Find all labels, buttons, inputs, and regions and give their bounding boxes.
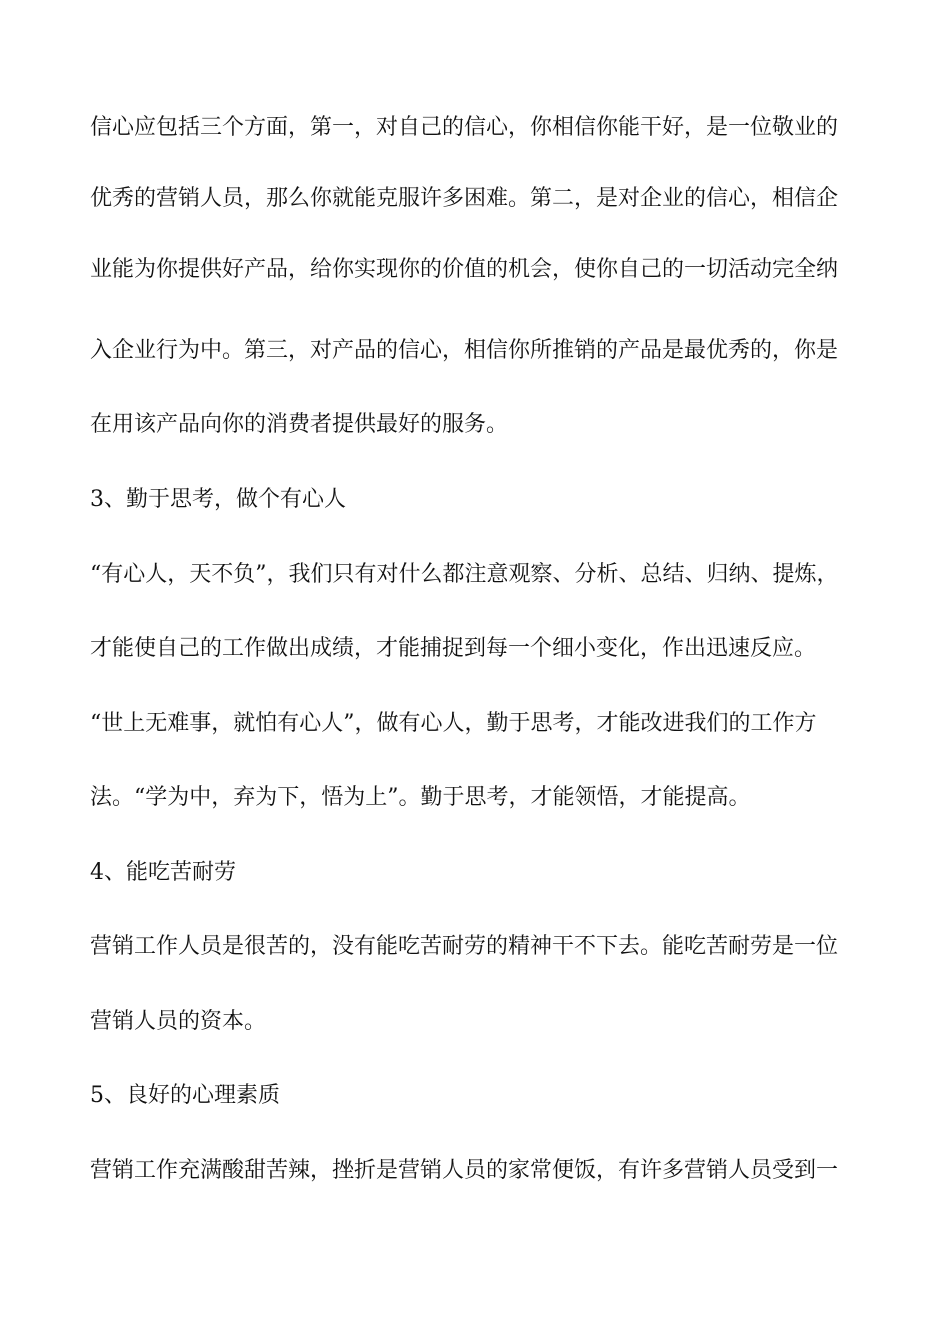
- paragraph-line: 在用该产品向你的消费者提供最好的服务。: [90, 412, 509, 437]
- paragraph-line: 法。“学为中，弃为下，悟为上”。勤于思考，才能领悟，才能提高。: [90, 785, 751, 810]
- section-heading: 5、良好的心理素质: [90, 1083, 280, 1108]
- paragraph-line: 业能为你提供好产品，给你实现你的价值的机会，使你自己的一切活动完全纳: [90, 257, 839, 282]
- paragraph-line: 营销工作人员是很苦的，没有能吃苦耐劳的精神干不下去。能吃苦耐劳是一位: [90, 934, 839, 959]
- paragraph-line: “世上无难事，就怕有心人”，做有心人，勤于思考，才能改进我们的工作方: [90, 711, 817, 736]
- paragraph-line: 入企业行为中。第三，对产品的信心，相信你所推销的产品是最优秀的，你是: [90, 338, 839, 363]
- section-heading: 4、能吃苦耐劳: [90, 860, 236, 885]
- paragraph-line: 营销工作充满酸甜苦辣，挫折是营销人员的家常便饭，有许多营销人员受到一: [90, 1158, 839, 1183]
- paragraph-line: 才能使自己的工作做出成绩，才能捕捉到每一个细小变化，作出迅速反应。: [90, 636, 817, 661]
- paragraph-line: 优秀的营销人员，那么你就能克服许多困难。第二，是对企业的信心，相信企: [90, 186, 839, 211]
- section-heading: 3、勤于思考，做个有心人: [90, 487, 346, 512]
- paragraph-line: 营销人员的资本。: [90, 1009, 267, 1034]
- paragraph-line: 信心应包括三个方面，第一，对自己的信心，你相信你能干好，是一位敬业的: [90, 115, 839, 140]
- paragraph-line: “有心人，天不负”，我们只有对什么都注意观察、分析、总结、归纳、提炼，: [90, 562, 839, 587]
